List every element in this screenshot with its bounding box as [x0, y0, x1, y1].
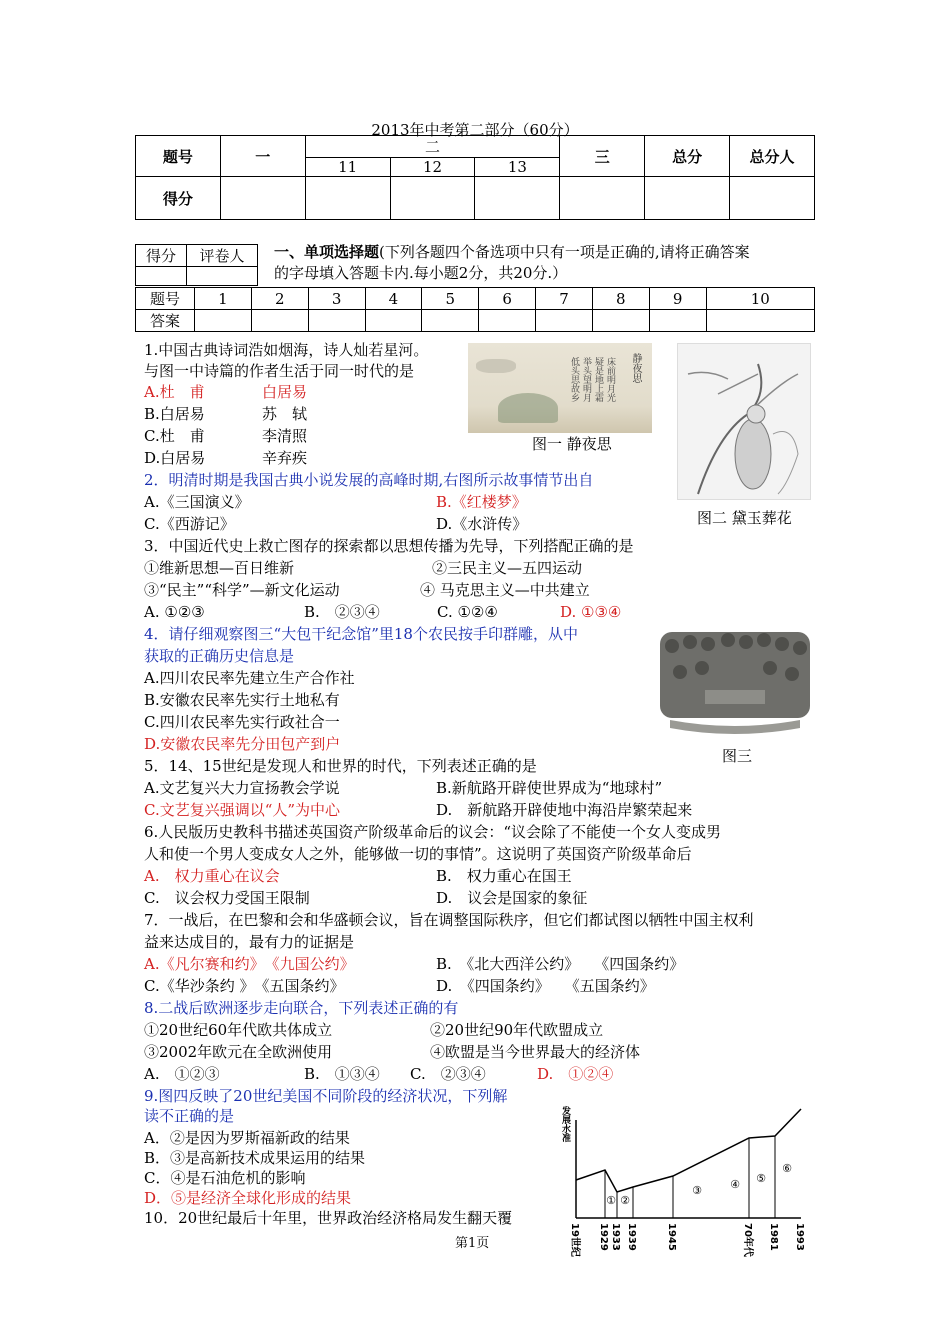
answer-num: 5: [422, 288, 479, 310]
score-cell[interactable]: [305, 177, 390, 220]
fig3-image: [650, 628, 818, 740]
q8-option-d: D. ①②④: [537, 1065, 614, 1083]
fig4-x-tick: 1933: [610, 1223, 621, 1251]
fig4-ylabel: 发展水准: [560, 1106, 570, 1142]
answer-cell[interactable]: [592, 310, 649, 332]
q2-option-b: B.《红楼梦》: [436, 493, 527, 511]
q6-option-d: D. 议会是国家的象征: [436, 889, 588, 907]
section1-instructions: [274, 242, 750, 284]
fig1-caption: 图一 静夜思: [532, 435, 612, 453]
section1-instr1: (下列各题四个备选项中只有一项是正确的,请将正确答案: [379, 243, 750, 261]
q1-option-c: C.杜 甫: [144, 427, 205, 445]
fig4-x-tick: 19世纪: [569, 1223, 580, 1257]
grading-box-cell[interactable]: [187, 267, 258, 286]
q7-option-b: B. 《北大西洋公约》 《四国条约》: [436, 955, 685, 973]
fig4-line: [576, 1109, 801, 1192]
fig2-caption: 图二 黛玉葬花: [697, 509, 792, 527]
q8-stem: 8.二战后欧洲逐步走向联合，下列表述正确的有: [144, 999, 459, 1017]
q8-option-c: C. ②③④: [410, 1065, 486, 1083]
answer-cell[interactable]: [706, 310, 814, 332]
q10-stem: 10．20世纪最后十年里，世界政治经济格局发生翻天覆: [144, 1209, 513, 1227]
answer-cell[interactable]: [536, 310, 593, 332]
q2-option-d: D.《水浒传》: [436, 515, 528, 533]
q3-item-2: ②三民主义—五四运动: [432, 559, 583, 577]
answer-num: 7: [536, 288, 593, 310]
q8-item-2: ②20世纪90年代欧盟成立: [430, 1021, 604, 1039]
q5-stem: 5．14、15世纪是发现人和世界的时代，下列表述正确的是: [144, 757, 537, 775]
fig4-x-tick: 1981: [768, 1223, 779, 1251]
fig4-x-tick: 70年代: [742, 1223, 753, 1257]
q6-option-c: C. 议会权力受国王限制: [144, 889, 310, 907]
q3-option-d: D. ①③④: [560, 603, 622, 621]
q3-option-c: C. ①②④: [437, 603, 498, 621]
q6-stem-2: 人和使一个男人变成女人之外，能够做一切的事情”。这说明了英国资产阶级革命后: [144, 845, 692, 863]
answer-num: 8: [592, 288, 649, 310]
fig4-x-tick: 1939: [626, 1223, 637, 1251]
answer-num: 9: [649, 288, 706, 310]
fig1-poem-line: 低头思故乡: [569, 357, 579, 402]
fig4-stage-label: ①: [606, 1194, 616, 1207]
answer-num: 4: [365, 288, 422, 310]
score-cell[interactable]: [730, 177, 815, 220]
q8-item-4: ④欧盟是当今世界最大的经济体: [430, 1043, 641, 1061]
fig1-poem-title: 静夜思: [630, 353, 641, 383]
answer-header-daan: 答案: [136, 310, 195, 332]
answer-cell[interactable]: [365, 310, 422, 332]
q3-option-a: A. ①②③: [144, 603, 205, 621]
q7-option-d: D. 《四国条约》 《五国条约》: [436, 977, 655, 995]
fig4-stage-label: ②: [620, 1194, 630, 1207]
q6-option-a: A. 权力重心在议会: [144, 867, 280, 885]
score-row-label: 得分: [136, 177, 221, 220]
fig3-caption: 图三: [722, 747, 753, 765]
grading-box-cell[interactable]: [136, 267, 187, 286]
score-header-zongfenren: 总分人: [730, 136, 815, 177]
section1-heading: 一、单项选择题: [274, 243, 380, 261]
q7-stem-2: 益来达成目的，最有力的证据是: [144, 933, 355, 951]
fig4-stage-label: ⑥: [782, 1162, 792, 1175]
score-cell[interactable]: [475, 177, 560, 220]
q8-item-3: ③2002年欧元在全欧洲使用: [144, 1043, 333, 1061]
q2-option-a: A.《三国演义》: [144, 493, 250, 511]
score-header-san: 三: [560, 136, 645, 177]
score-cell[interactable]: [645, 177, 730, 220]
grading-box-defen: 得分: [136, 245, 187, 267]
q7-option-a: A.《凡尔赛和约》 《九国公约》: [144, 955, 355, 973]
answer-num: 6: [479, 288, 536, 310]
score-header-er: 二: [305, 136, 560, 158]
q1-option-d-2: 辛弃疾: [262, 449, 308, 467]
answer-header-tihao: 题号: [136, 288, 195, 310]
q7-option-c: C.《华沙条约 》 《五国条约》: [144, 977, 345, 995]
fig4-chart: [555, 1100, 815, 1270]
q3-item-4: ④ 马克思主义—中共建立: [420, 581, 590, 599]
q5-option-b: B.新航路开辟使世界成为“地球村”: [436, 779, 663, 797]
fig4-stage-label: ④: [730, 1178, 740, 1191]
q8-option-b: B. ①③④: [304, 1065, 380, 1083]
fig1-poem-line: 举头望明月: [581, 357, 591, 402]
grading-box-pingjuan: 评卷人: [187, 245, 258, 267]
answer-num: 2: [251, 288, 308, 310]
score-table: [135, 135, 815, 220]
fig4-stage-label: ⑤: [756, 1172, 766, 1185]
score-cell[interactable]: [390, 177, 475, 220]
page-footer: 第1页: [455, 1236, 490, 1251]
answer-cell[interactable]: [308, 310, 365, 332]
q9-option-a: A．②是因为罗斯福新政的结果: [144, 1129, 350, 1147]
page-title: 2013年中考第二部分（60分）: [371, 121, 579, 139]
fig1-image: [468, 343, 652, 433]
q1-stem-2: 与图一中诗篇的作者生活于同一时代的是: [144, 362, 415, 380]
fig1-poem-line: 床前明月光: [605, 357, 615, 402]
q1-option-a: A.杜 甫: [144, 383, 205, 401]
q2-option-c: C.《西游记》: [144, 515, 235, 533]
score-cell[interactable]: [560, 177, 645, 220]
fig4-x-tick: 1929: [598, 1223, 609, 1251]
answer-num: 3: [308, 288, 365, 310]
grading-box: [135, 244, 258, 286]
fig2-image: [677, 343, 811, 500]
answer-cell[interactable]: [251, 310, 308, 332]
q6-stem-1: 6.人民版历史教科书描述英国资产阶级革命后的议会：“议会除了不能使一个女人变成男: [144, 823, 721, 841]
fig1-poem-line: 疑是地上霜: [593, 357, 603, 402]
q3-item-1: ①维新思想—百日维新: [144, 559, 295, 577]
q4-option-b: B.安徽农民率先实行土地私有: [144, 691, 340, 709]
answer-cell[interactable]: [195, 310, 252, 332]
score-header-11: 11: [305, 158, 390, 177]
q3-stem: 3．中国近代史上救亡图存的探索都以思想传播为先导，下列搭配正确的是: [144, 537, 634, 555]
score-header-zongfen: 总分: [645, 136, 730, 177]
score-header-yi: 一: [220, 136, 305, 177]
score-header-12: 12: [390, 158, 475, 177]
q4-stem-2: 获取的正确历史信息是: [144, 647, 295, 665]
score-cell[interactable]: [220, 177, 305, 220]
q9-option-d: D．⑤是经济全球化形成的结果: [144, 1189, 352, 1207]
fig3-sculpture: [650, 628, 818, 740]
answer-cell[interactable]: [422, 310, 479, 332]
q5-option-a: A.文艺复兴大力宣扬教会学说: [144, 779, 340, 797]
q3-item-3: ③“民主”“科学”—新文化运动: [144, 581, 340, 599]
q1-stem-1: 1.中国古典诗词浩如烟海，诗人灿若星河。: [144, 341, 429, 359]
q5-option-d: D. 新航路开辟使地中海沿岸繁荣起来: [436, 801, 693, 819]
q1-option-a-2: 白居易: [262, 383, 308, 401]
section1-instr2: 的字母填入答题卡内.每小题2分，共20分.）: [274, 264, 568, 282]
q8-option-a: A. ①②③: [144, 1065, 220, 1083]
answer-cell[interactable]: [479, 310, 536, 332]
q9-option-b: B．③是高新技术成果运用的结果: [144, 1149, 366, 1167]
q1-option-b: B.白居易: [144, 405, 205, 423]
q5-option-c: C.文艺复兴强调以“人”为中心: [144, 801, 341, 819]
answer-cell[interactable]: [649, 310, 706, 332]
q4-option-d: D.安徽农民率先分田包产到户: [144, 735, 341, 753]
q1-option-b-2: 苏 轼: [262, 405, 308, 423]
score-header-13: 13: [475, 158, 560, 177]
q9-stem-2: 读不正确的是: [144, 1107, 235, 1125]
fig4-stage-label: ③: [692, 1184, 702, 1197]
answer-table: [135, 287, 815, 332]
q6-option-b: B. 权力重心在国王: [436, 867, 572, 885]
q4-option-a: A.四川农民率先建立生产合作社: [144, 669, 355, 687]
fig4-x-tick: 1993: [794, 1223, 805, 1251]
fig4-x-tick: 1945: [666, 1223, 677, 1251]
q8-item-1: ①20世纪60年代欧共体成立: [144, 1021, 333, 1039]
answer-num: 1: [195, 288, 252, 310]
answer-num: 10: [706, 288, 814, 310]
q9-option-c: C．④是石油危机的影响: [144, 1169, 306, 1187]
q9-stem-1: 9.图四反映了20世纪美国不同阶段的经济状况，下列解: [144, 1087, 508, 1105]
score-header-tihao: 题号: [136, 136, 221, 177]
q4-option-c: C.四川农民率先实行政社合一: [144, 713, 340, 731]
q1-option-d: D.白居易: [144, 449, 206, 467]
q2-stem: 2．明清时期是我国古典小说发展的高峰时期,右图所示故事情节出自: [144, 471, 594, 489]
q1-option-c-2: 李清照: [262, 427, 308, 445]
q4-stem-1: 4．请仔细观察图三“大包干纪念馆”里18个农民按手印群雕，从中: [144, 625, 578, 643]
fig2-drawing: [678, 344, 810, 499]
q3-option-b: B. ②③④: [304, 603, 380, 621]
q7-stem-1: 7．一战后，在巴黎和会和华盛顿会议，旨在调整国际秩序，但它们都试图以牺牲中国主权利: [144, 911, 754, 929]
